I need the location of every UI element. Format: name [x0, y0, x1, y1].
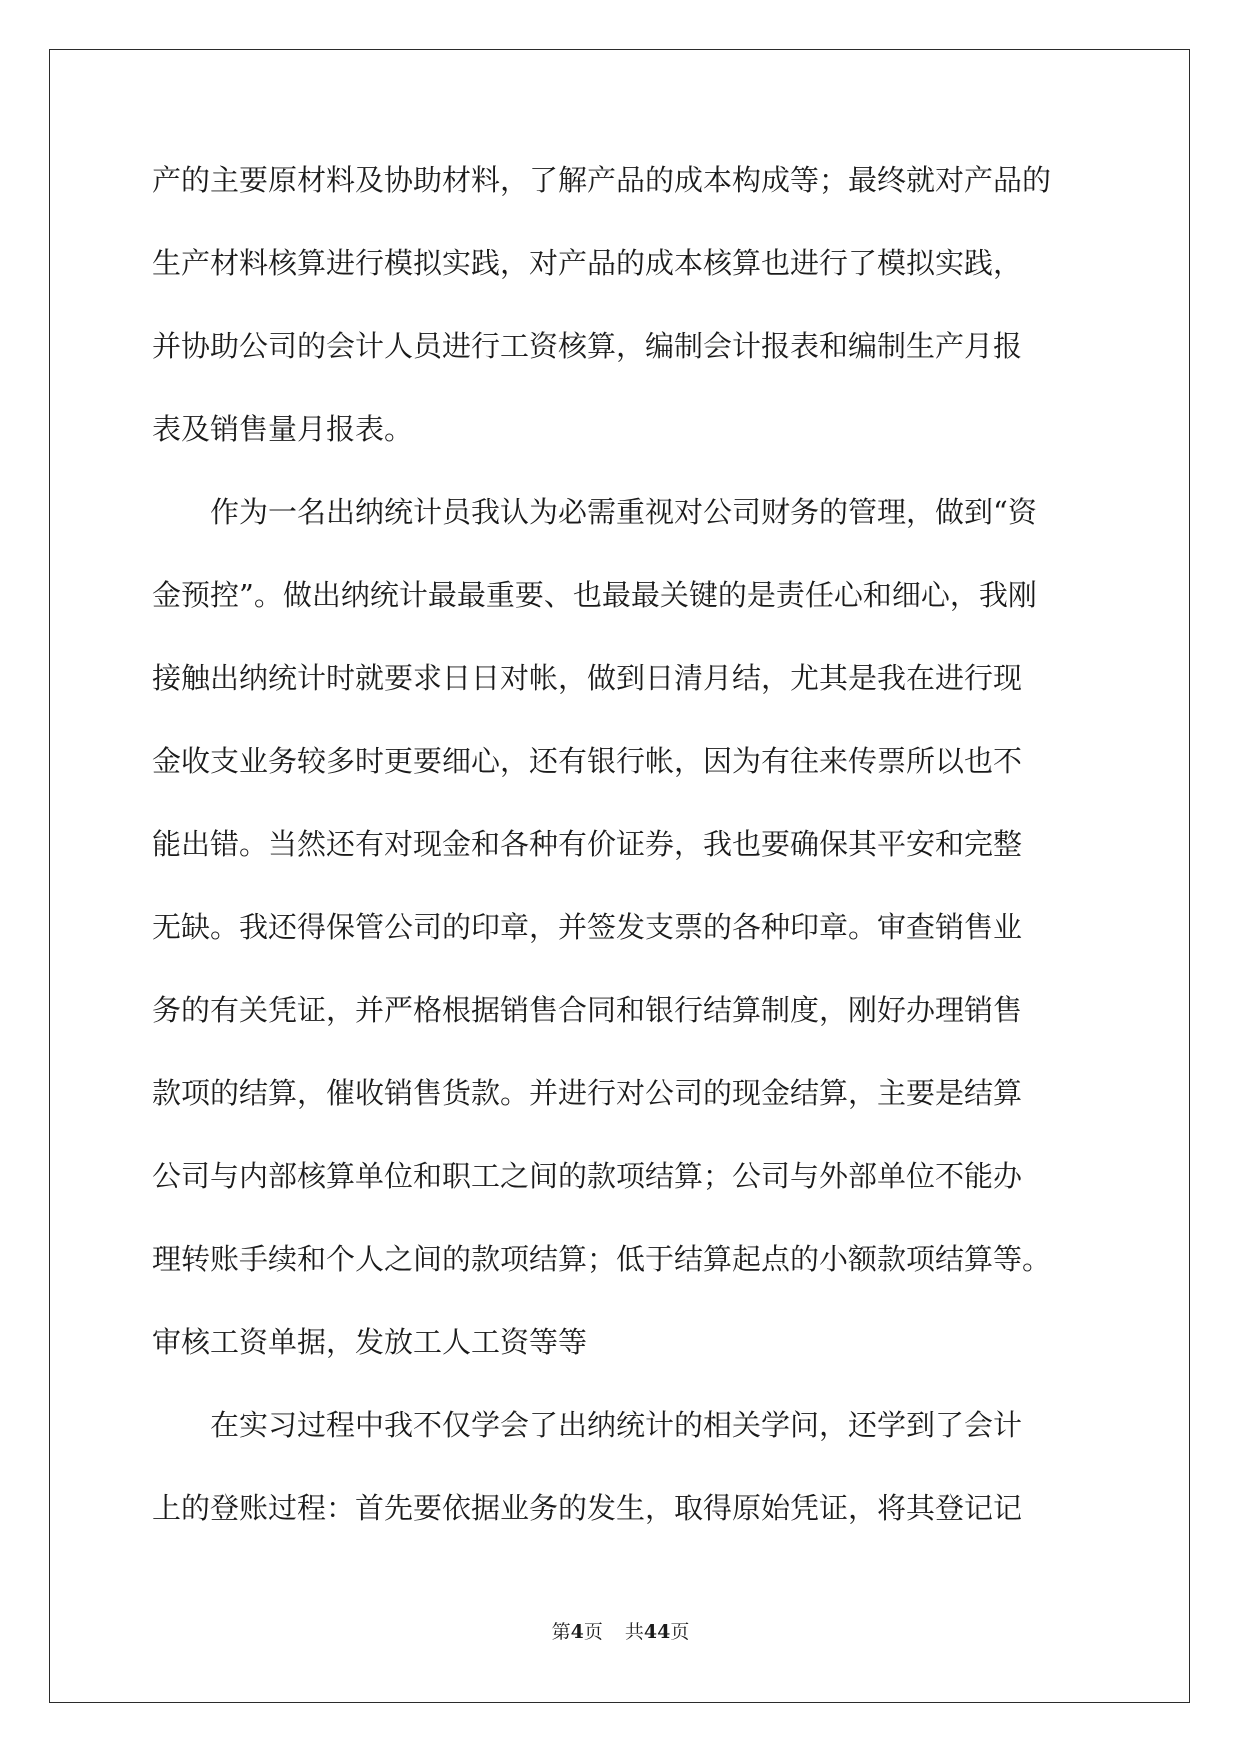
- total-prefix: 共: [624, 1621, 644, 1643]
- text-line: 无缺。我还得保管公司的印章，并签发支票的各种印章。审查销售业: [152, 910, 1023, 944]
- text-line: 产的主要原材料及协助材料，了解产品的成本构成等；最终就对产品的: [152, 163, 1052, 197]
- page-suffix: 页: [583, 1621, 603, 1643]
- text-line: 接触出纳统计时就要求日日对帐，做到日清月结，尤其是我在进行现: [152, 661, 1023, 695]
- text-line: 务的有关凭证，并严格根据销售合同和银行结算制度，刚好办理销售: [152, 993, 1023, 1027]
- page-footer: [0, 1620, 1241, 1644]
- page-number: 4: [570, 1621, 584, 1643]
- total-suffix: 页: [670, 1621, 690, 1643]
- text-line: 审核工资单据，发放工人工资等等: [152, 1325, 588, 1359]
- text-line: 公司与内部核算单位和职工之间的款项结算；公司与外部单位不能办: [152, 1159, 1023, 1193]
- total-pages: 44: [643, 1621, 671, 1643]
- text-line: 金收支业务较多时更要细心，还有银行帐，因为有往来传票所以也不: [152, 744, 1023, 778]
- text-line: 能出错。当然还有对现金和各种有价证券，我也要确保其平安和完整: [152, 827, 1023, 861]
- text-line: 表及销售量月报表。: [152, 412, 414, 446]
- page-border: [49, 49, 1190, 1703]
- text-line: 生产材料核算进行模拟实践，对产品的成本核算也进行了模拟实践，: [152, 246, 1023, 280]
- text-line: 作为一名出纳统计员我认为必需重视对公司财务的管理，做到“资: [152, 495, 1037, 529]
- text-line: 理转账手续和个人之间的款项结算；低于结算起点的小额款项结算等。: [152, 1242, 1052, 1276]
- text-line: 在实习过程中我不仅学会了出纳统计的相关学问，还学到了会计: [152, 1408, 1023, 1442]
- page-prefix: 第: [551, 1621, 571, 1643]
- text-line: 金预控”。做出纳统计最最重要、也最最关键的是责任心和细心，我刚: [152, 578, 1037, 612]
- text-line: 款项的结算，催收销售货款。并进行对公司的现金结算，主要是结算: [152, 1076, 1023, 1110]
- text-line: 并协助公司的会计人员进行工资核算，编制会计报表和编制生产月报: [152, 329, 1023, 363]
- text-line: 上的登账过程：首先要依据业务的发生，取得原始凭证，将其登记记: [152, 1491, 1023, 1525]
